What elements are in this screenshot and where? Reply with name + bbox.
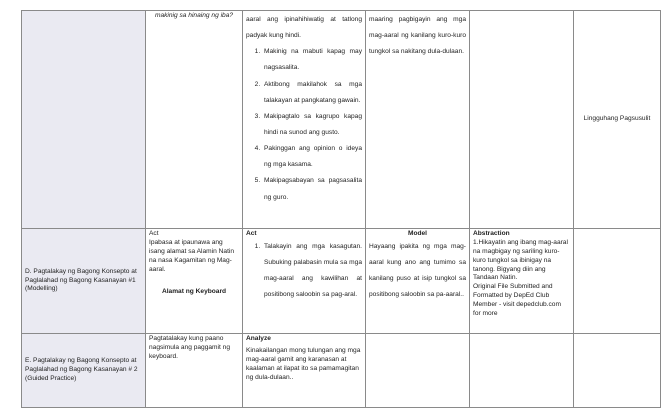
row2-col5-heading: Abstraction bbox=[473, 230, 510, 237]
row3-col1-cell bbox=[22, 334, 146, 408]
row2-col5-cell bbox=[470, 229, 574, 334]
row2-col2-title: Alamat ng Keyboard bbox=[161, 288, 227, 296]
row1-col3-cell bbox=[243, 11, 366, 229]
row2-col6-cell bbox=[574, 229, 661, 334]
row1-col1-cell bbox=[22, 11, 146, 229]
row1-col2-cell bbox=[146, 11, 243, 229]
row3-col2-text: Pagtatalakay kung paano nagsimula ang paggamit ng keyboard. bbox=[149, 335, 231, 360]
row3-col3-cell bbox=[243, 334, 366, 408]
row3-col5-cell bbox=[470, 334, 574, 408]
row1-col3-list bbox=[246, 44, 362, 205]
table-row bbox=[22, 11, 661, 229]
lesson-plan-table bbox=[21, 10, 661, 408]
list-item: 4. Pakinggan ang opinion o ideya ng mga kasama. bbox=[262, 141, 362, 173]
row2-col3-cell bbox=[243, 229, 366, 334]
row2-col1-cell bbox=[22, 229, 146, 334]
row1-col6-cell bbox=[574, 11, 661, 229]
row2-col2-cell bbox=[146, 229, 243, 334]
list-item: 3. Makipagtalo sa kagrupo kapag hindi na sunod ang gusto. bbox=[262, 109, 362, 141]
row2-col2-text: Ipabasa at ipaunawa ang isang alamat sa Alamin Natin na nasa Kagamitan ng Mag-aaral. bbox=[149, 238, 235, 273]
row1-col4-text: maaring pagbigayin ang mga mag-aaral ng kanilang kuro-kuro tungkol sa nakitang dula-dulaan. bbox=[369, 16, 466, 56]
row1-col6-text: Lingguhang Pagsusulit bbox=[583, 115, 651, 123]
list-item: 2. Aktibong makilahok sa mga talakayan at pangkatang gawain. bbox=[262, 77, 362, 109]
row1-col2-text: makinig sa hinaing ng iba? bbox=[154, 12, 234, 19]
row2-col5-footer: Original File Submitted and Formatted by DepEd Club Member - visit depedclub.com for more bbox=[473, 283, 561, 318]
row3-col2-cell bbox=[146, 334, 243, 408]
table-row bbox=[22, 334, 661, 408]
row2-col1-text: D. Pagtalakay ng Bagong Konsepto at Paglalahad ng Bagong Kasanayan #1 (Modelling) bbox=[25, 267, 137, 293]
list-item: 1. Talakayin ang mga kasagutan. Subuking palabasin mula sa mga mag-aaral ang kawilihan at positibong saloobin sa pag-aral. bbox=[262, 239, 362, 304]
row2-col4-heading: Model bbox=[407, 230, 428, 237]
row2-col5-text: 1.Hikayatin ang ibang mag-aaral na magbigay ng sariling kuro-kuro tungkol sa ibinigay na tanong. Bigyang diin ang Tandaan Natin. bbox=[473, 238, 568, 282]
list-item: 1. Makinig na mabuti kapag may nagsasalita. bbox=[262, 44, 362, 76]
row3-col3-text: Kinakailangan mong tulungan ang mga mag-aaral gamit ang karanasan at kaalaman at ilapat ito sa pamamagitan ng dula-dulaan.. bbox=[246, 346, 361, 381]
list-item: 5. Makipagsabayan sa pagsasalita ng guro. bbox=[262, 173, 362, 205]
row2-col3-heading: Act bbox=[246, 230, 257, 237]
row2-col4-cell bbox=[366, 229, 470, 334]
row1-col3-intro: aaral ang ipinahihiwatig at tatlong padyak kung hindi. bbox=[246, 16, 362, 40]
row2-col2-heading: Act bbox=[149, 230, 159, 237]
row2-col3-list bbox=[246, 239, 362, 304]
row3-col3-heading: Analyze bbox=[246, 335, 271, 342]
row2-col4-text: Hayaang ipakita ng mga mag-aaral kung ano ang tumimo sa kanilang puso at isip tungkol sa positibong saloobin sa pa-aaral.. bbox=[369, 242, 466, 299]
row1-col4-cell bbox=[366, 11, 470, 229]
row1-col5-cell bbox=[470, 11, 574, 229]
row3-col1-text: E. Pagtalakay ng Bagong Konsepto at Paglalahad ng Bagong Kasanayan # 2 (Guided Practice) bbox=[25, 357, 138, 382]
row3-col4-cell bbox=[366, 334, 470, 408]
row3-col6-cell bbox=[574, 334, 661, 408]
table-row bbox=[22, 229, 661, 334]
